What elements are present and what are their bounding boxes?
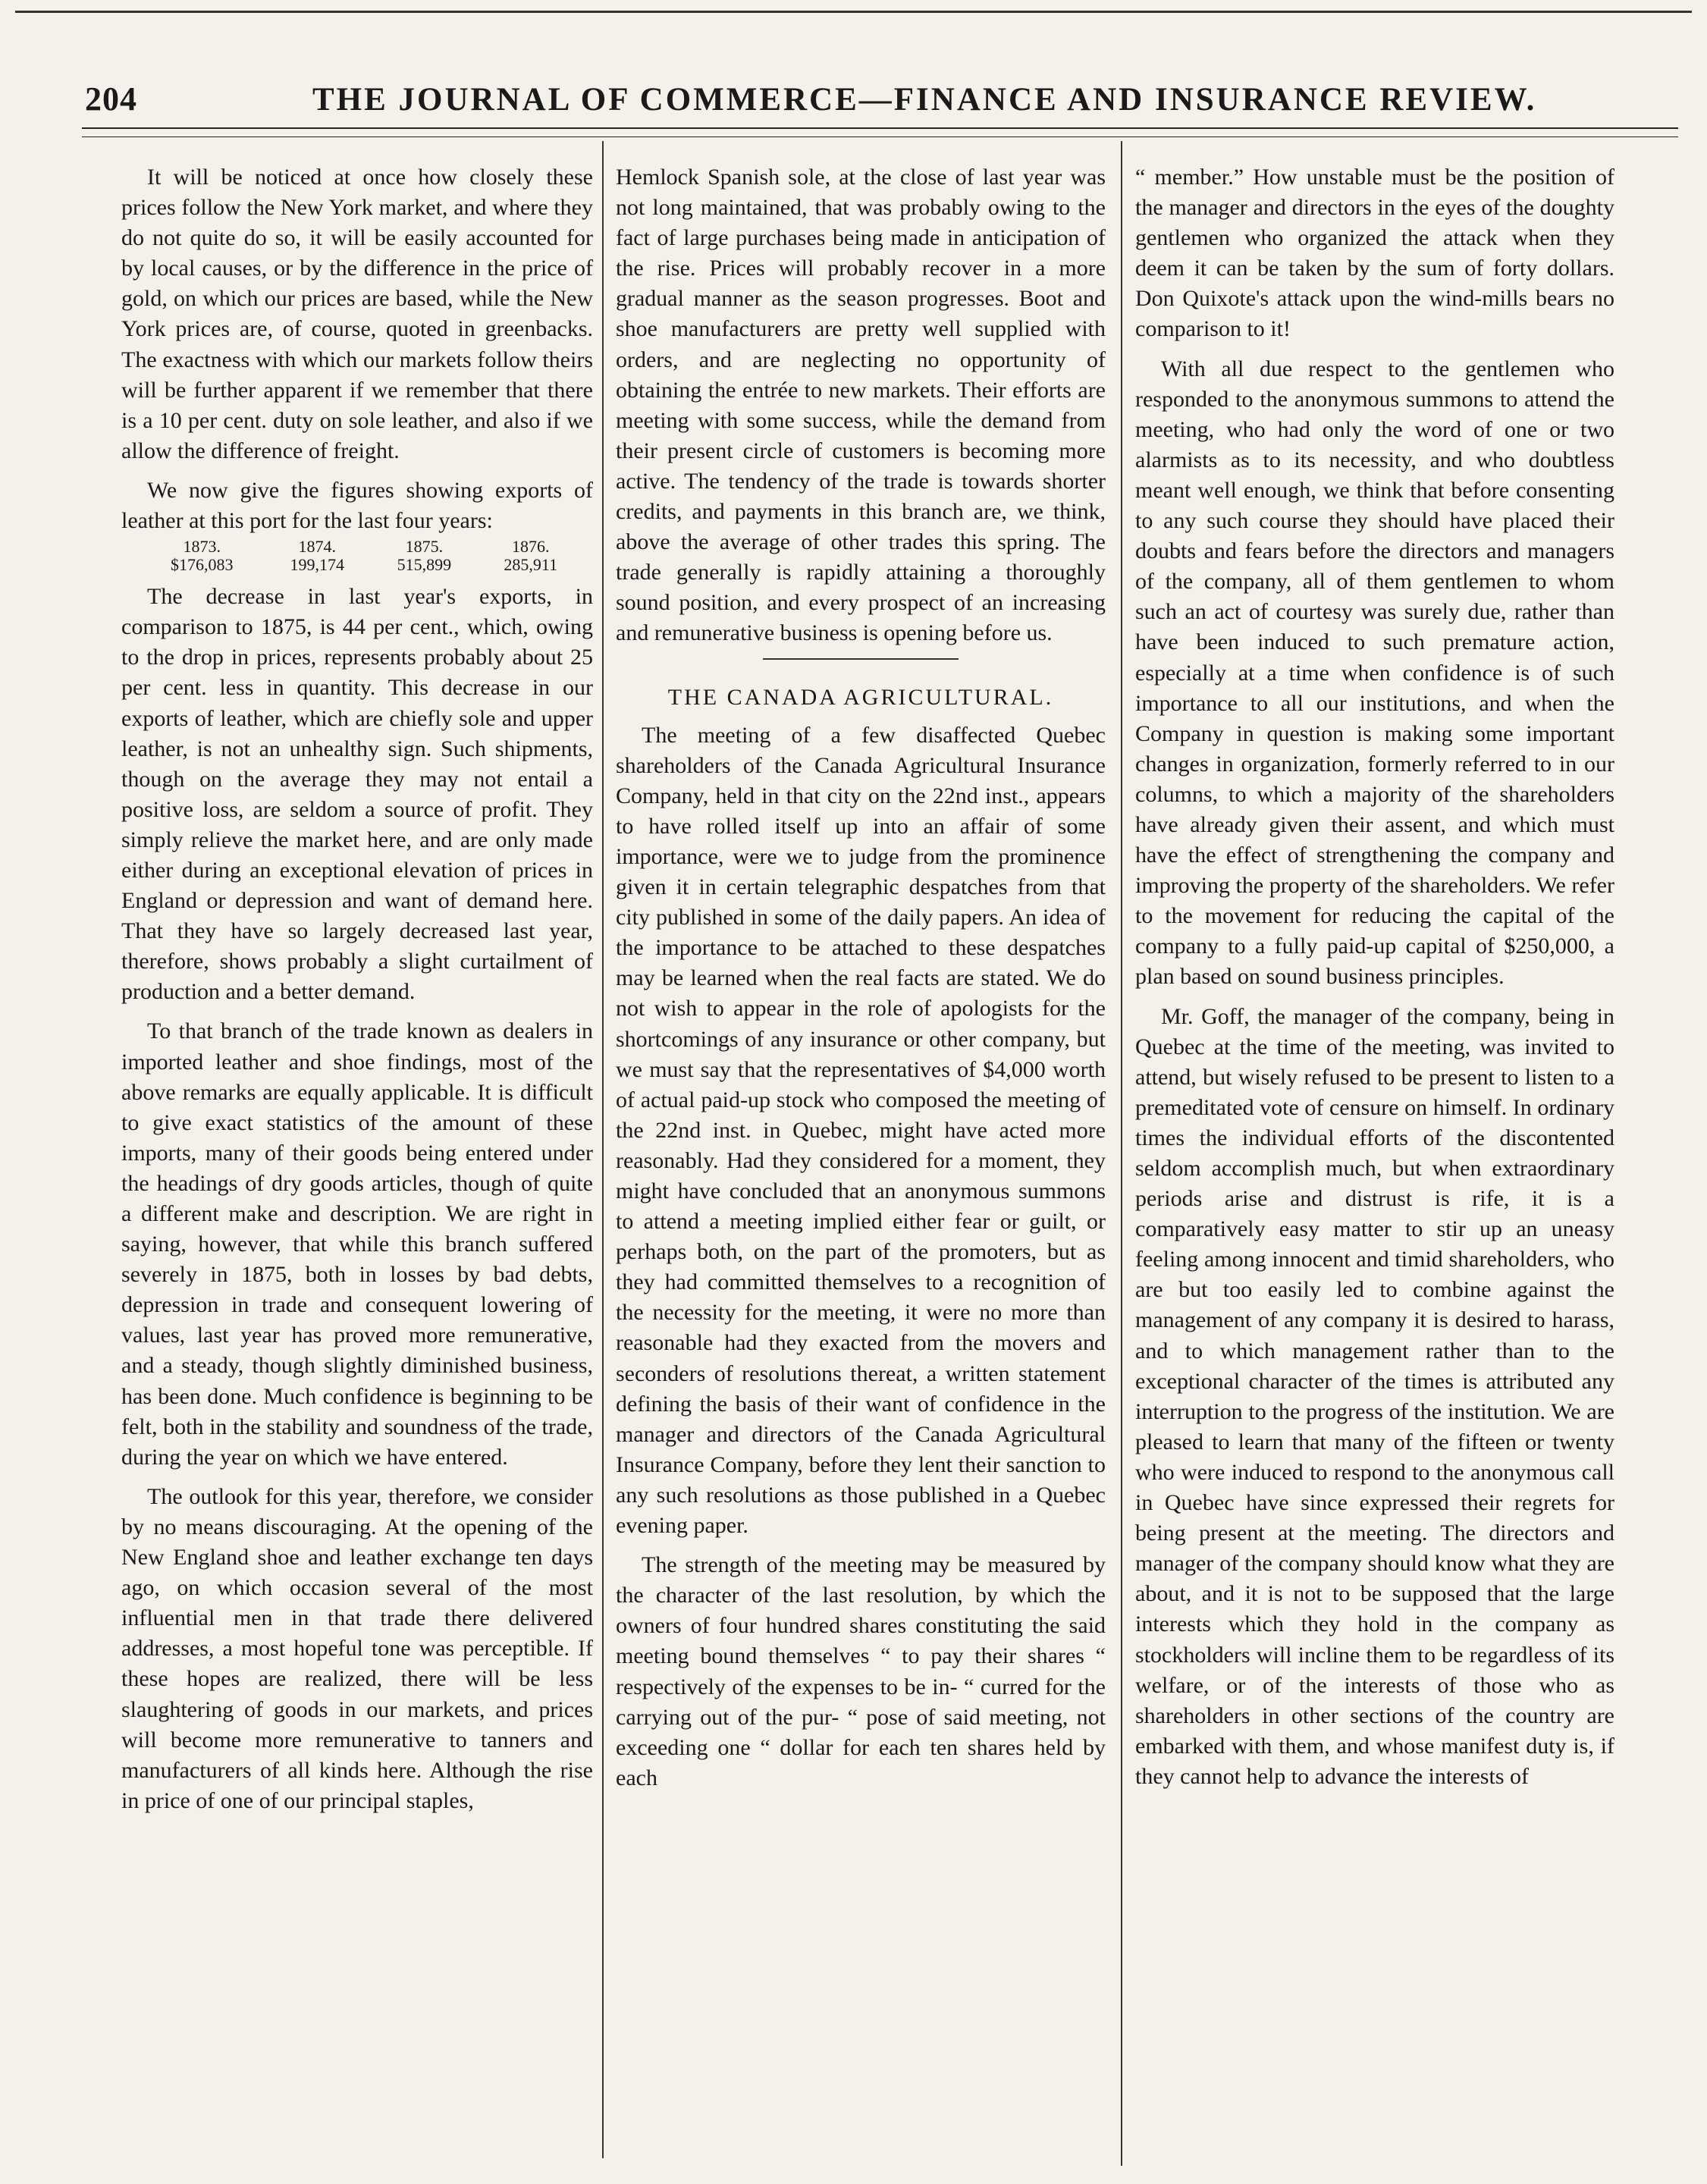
article-column-3 — [1135, 162, 1614, 2149]
paragraph: We now give the figures showing exports of leather at this port for the last four years: — [121, 477, 593, 534]
paragraph: The outlook for this year, therefore, we consider by no means discouraging. At the opening of the New England shoe and leather exchange ten days ago, on which occasion several of the most influential men in that trade there delivered addresses, a most hopeful tone was perceptible. If these hopes are realized, there will be less slaughtering of goods in our markets, and prices will become more remunerative to tanners and manufacturers of all kinds here. Although the rise in price of one of our principal staples, — [121, 1483, 593, 1813]
exports-years-row — [140, 538, 584, 556]
paragraph: The meeting of a few disaffected Quebec shareholders of the Canada Agricultural Insurance Company, held in that city on the 22nd inst., appears to have rolled itself up into an affair of some importance, were we to judge from the prominence given it in certain telegraphic despatches from that city published in some of the daily papers. An idea of the importance to be attached to these despatches may be learned when the real facts are stated. We do not wish to appear in the role of apologists for the shortcomings of any insurance or other company, but we must say that the representatives of $4,000 worth of actual paid-up stock who composed the meeting of the 22nd inst. in Quebec, might have acted more reasonably. Had they considered for a moment, they might have concluded that an anonymous summons to attend a meeting implied either fear or guilt, or perhaps both, on the part of the promoters, but as they had committed themselves to a recognition of the necessity for the meeting, it were no more than reasonable had they exacted from the movers and seconders of resolutions thereat, a written statement defining the basis of their want of confidence in the manager and directors of the Canada Agricultural Insurance Company, before they lent their sanction to any such resolutions as those published in a Quebec evening paper. — [616, 722, 1106, 1539]
paragraph: To that branch of the trade known as dealers in imported leather and shoe findings, most of the above remarks are equally applicable. It is difficult to give exact statistics of the amount of these imports, many of their goods being entered under the headings of dry goods articles, though of quite a different make and description. We are right in saying, however, that while this branch suffered severely in 1875, both in losses by bad debts, depression in trade and consequent lowering of values, last year has proved more remunerative, and a steady, though slightly diminished business, has been done. Much confidence is beginning to be felt, both in the stability and soundness of the trade, during the year on which we have entered. — [121, 1018, 593, 1470]
paragraph: It will be noticed at once how closely these prices follow the New York market, and where they do not quite do so, it will be easily accounted for by local causes, or by the difference in the price of gold, on which our prices are based, while the New York prices are, of course, quoted in greenbacks. The exactness with which our markets follow theirs will be further apparent if we remember that there is a 10 per cent. duty on sole leather, and also if we allow the difference of freight. — [121, 165, 593, 463]
header-rule-thick — [82, 127, 1678, 129]
paragraph: Hemlock Spanish sole, at the close of last year was not long maintained, that was probably owing to the fact of large purchases being made in anticipation of the rise. Prices will probably recover in a more gradual manner as the season progresses. Boot and shoe manufacturers are pretty well supplied with orders, and are neglecting no opportunity of obtaining the entrée to new markets. Their efforts are meeting with some success, while the demand from their present circle of customers is becoming more active. The tendency of the trade is towards shorter credits, and payments in this branch are, we think, above the average of other trades this spring. The trade generally is rapidly attaining a thoroughly sound position, and every prospect of an increasing and remunerative business is opening before us. — [616, 165, 1106, 646]
paragraph: “ member.” How unstable must be the position of the manager and directors in the eyes of the doughty gentlemen who organized the attack when they deem it can be taken by the sum of forty dollars. Don Quixote's attack upon the wind-mills bears no comparison to it! — [1135, 165, 1614, 342]
article-column-2 — [616, 162, 1106, 2149]
table-cell: 1873. — [183, 537, 221, 557]
paragraph: The strength of the meeting may be measured by the character of the last resolution, by which the owners of four hundred shares constituting the said meeting bound themselves “ to pay their shares “ respectively of the expenses to be in- “ curred for the carrying out of the pur- “ pose of said meeting, not exceeding one “ dollar for each ten shares held by each — [616, 1552, 1106, 1790]
table-cell: 1874. — [298, 537, 337, 557]
section-divider — [763, 658, 959, 660]
page-header — [85, 80, 1662, 125]
table-cell: 199,174 — [290, 555, 345, 575]
column-divider-2 — [1121, 141, 1122, 2166]
table-cell: 515,899 — [397, 555, 452, 575]
paragraph: With all due respect to the gentlemen who responded to the anonymous summons to attend the meeting, who had only the word of one or two alarmists as to its necessity, and who doubtless meant well enough, we think that before consenting to any such course they should have placed their doubts and fears before the directors and managers of the company, all of them gentlemen to whom such an act of courtesy was surely due, rather than have been induced to such premature action, especially at a time when confidence is of such importance to all our institutions, and when the Company in question is making some important changes in organization, formerly referred to in our columns, to which a majority of the shareholders have already given their assent, and which must have the effect of strengthening the company and improving the property of the shareholders. We refer to the movement for reducing the capital of the company to a fully paid-up capital of $250,000, a plan based on sound business principles. — [1135, 356, 1614, 990]
table-cell: 1875. — [405, 537, 444, 557]
table-cell: 1876. — [512, 537, 550, 557]
paragraph: The decrease in last year's exports, in comparison to 1875, is 44 per cent., which, owing to the drop in prices, represents probably about 25 per cent. less in quantity. This decrease in our exports of leather, which are chiefly sole and upper leather, is not an unhealthy sign. Such shipments, though on the average they may not entail a positive loss, are seldom a source of profit. They simply relieve the market here, and are only made either during an exceptional elevation of prices in England or depression and want of demand here. That they have so largely decreased last year, therefore, shows probably a slight curtailment of production and a better demand. — [121, 584, 593, 1005]
article-column-1 — [121, 162, 593, 2149]
journal-title: THE JOURNAL OF COMMERCE—FINANCE AND INSURANCE REVIEW. — [312, 82, 1537, 118]
section-heading: THE CANADA AGRICULTURAL. — [667, 684, 1054, 710]
page-number: 204 — [85, 80, 137, 118]
column-divider-1 — [602, 141, 604, 2158]
exports-values-row — [140, 556, 584, 574]
table-cell: 285,911 — [504, 555, 558, 575]
paragraph: Mr. Goff, the manager of the company, being in Quebec at the time of the meeting, was invited to attend, but wisely refused to be present to listen to a premeditated vote of censure on himself. In ordinary times the individual efforts of the discontented seldom accomplish much, but when extraordinary periods arise and distrust is rife, it is a comparatively easy matter to stir up an uneasy feeling among innocent and timid shareholders, who are but too easily led to combine against the management of any company it is desired to harass, and to which management rather than to the exceptional character of the times is attributed any interruption to the progress of the institution. We are pleased to learn that many of the fifteen or twenty who were induced to respond to the anonymous call in Quebec have since expressed their regrets for being present at the meeting. The directors and manager of the company should know what they are about, and it is not to be supposed that the large interests which they hold in the company as stockholders will incline them to be regardless of its welfare, or of the interests of those who as shareholders in other sections of the country are embarked with them, and whose manifest duty is, if they cannot help to advance the interests of — [1135, 1003, 1614, 1789]
top-border-rule — [15, 11, 1692, 13]
exports-table — [140, 538, 584, 574]
table-cell: $176,083 — [171, 555, 234, 575]
header-rule-thin — [82, 136, 1678, 137]
